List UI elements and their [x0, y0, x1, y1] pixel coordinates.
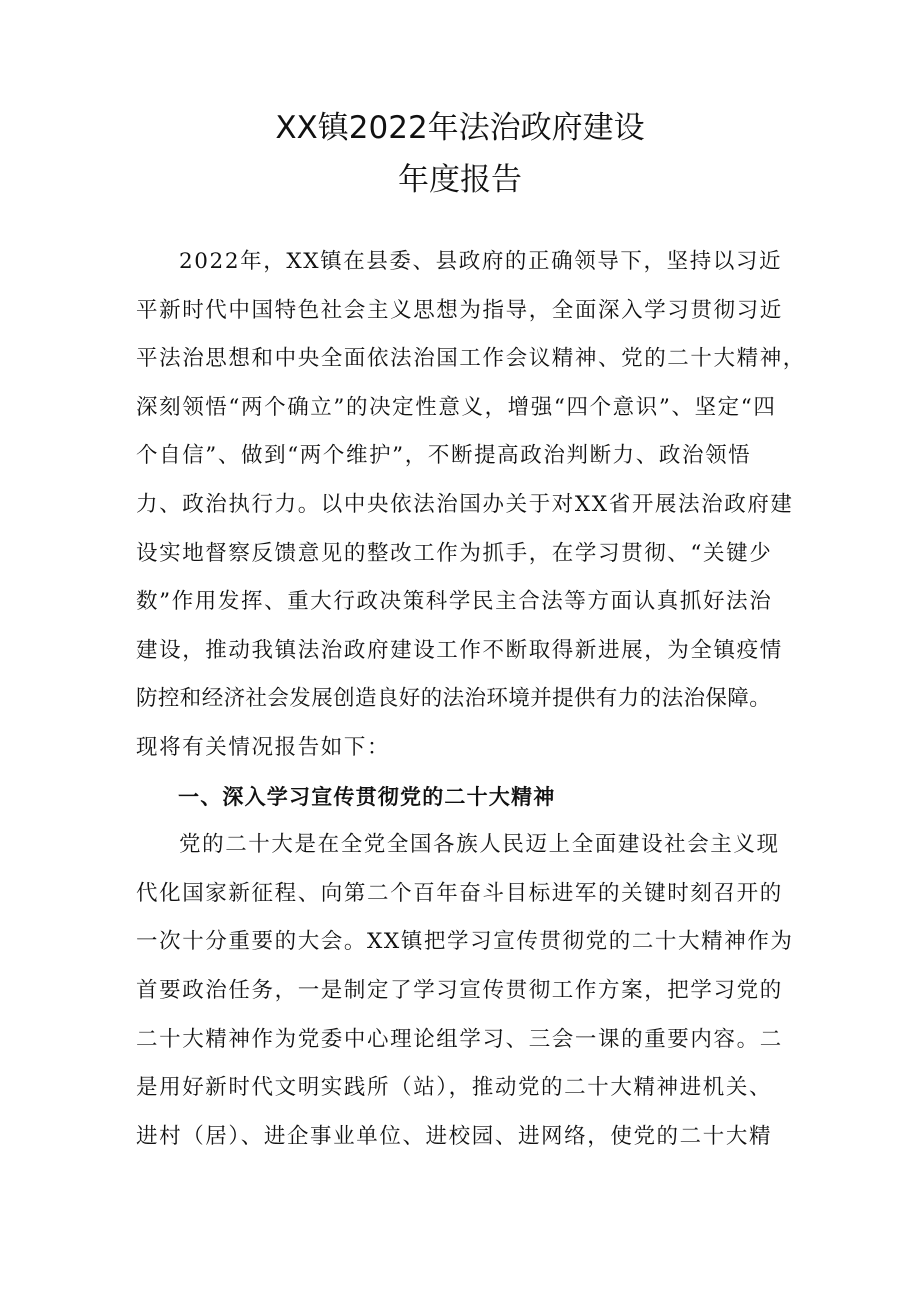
document-title-line-1: XX镇2022年法治政府建设	[275, 110, 645, 146]
paragraph-section-1	[136, 821, 812, 1161]
paragraph-line: 个自信”、做到“两个维护”，不断提高政治判断力、政治领悟	[136, 443, 752, 469]
paragraph-line: 数”作用发挥、重大行政决策科学民主合法等方面认真抓好法治	[136, 589, 773, 615]
paragraph-line: 防控和经济社会发展创造良好的法治环境并提供有力的法治保障。	[136, 686, 772, 712]
document-body	[136, 238, 812, 1161]
paragraph-line: 力、政治执行力。以中央依法治国办关于对XX省开展法治政府建	[136, 491, 794, 517]
paragraph-line: 平法治思想和中央全面依法治国工作会议精神、党的二十大精神，	[136, 346, 806, 372]
paragraph-line: 深刻领悟“两个确立”的决定性意义，增强“四个意识”、坚定“四	[136, 394, 777, 420]
paragraph-intro	[136, 238, 812, 773]
paragraph-line: 二十大精神作为党委中心理论组学习、三会一课的重要内容。二	[136, 1026, 783, 1052]
paragraph-line: 2022年，XX镇在县委、县政府的正确领导下，坚持以习近	[179, 249, 783, 274]
paragraph-line: 现将有关情况报告如下：	[136, 734, 391, 760]
paragraph-line: 首要政治任务，一是制定了学习宣传贯彻工作方案，把学习党的	[136, 977, 783, 1003]
paragraph-line: 党的二十大是在全党全国各族人民迈上全面建设社会主义现	[179, 832, 780, 858]
paragraph-line: 代化国家新征程、向第二个百年奋斗目标进军的关键时刻召开的	[136, 880, 783, 906]
paragraph-line: 建设，推动我镇法治政府建设工作不断取得新进展，为全镇疫情	[136, 637, 783, 663]
paragraph-line: 进村（居）、进企事业单位、进校园、进网络，使党的二十大精	[136, 1123, 773, 1149]
paragraph-line: 一次十分重要的大会。XX镇把学习宣传贯彻党的二十大精神作为	[136, 929, 794, 955]
document-title-line-2: 年度报告	[398, 162, 522, 198]
paragraph-line: 是用好新时代文明实践所（站），推动党的二十大精神进机关、	[136, 1075, 773, 1101]
paragraph-line: 平新时代中国特色社会主义思想为指导，全面深入学习贯彻习近	[136, 297, 783, 323]
section-heading-1: 一、深入学习宣传贯彻党的二十大精神	[178, 784, 556, 809]
paragraph-line: 设实地督察反馈意见的整改工作为抓手，在学习贯彻、“关键少	[136, 540, 773, 566]
